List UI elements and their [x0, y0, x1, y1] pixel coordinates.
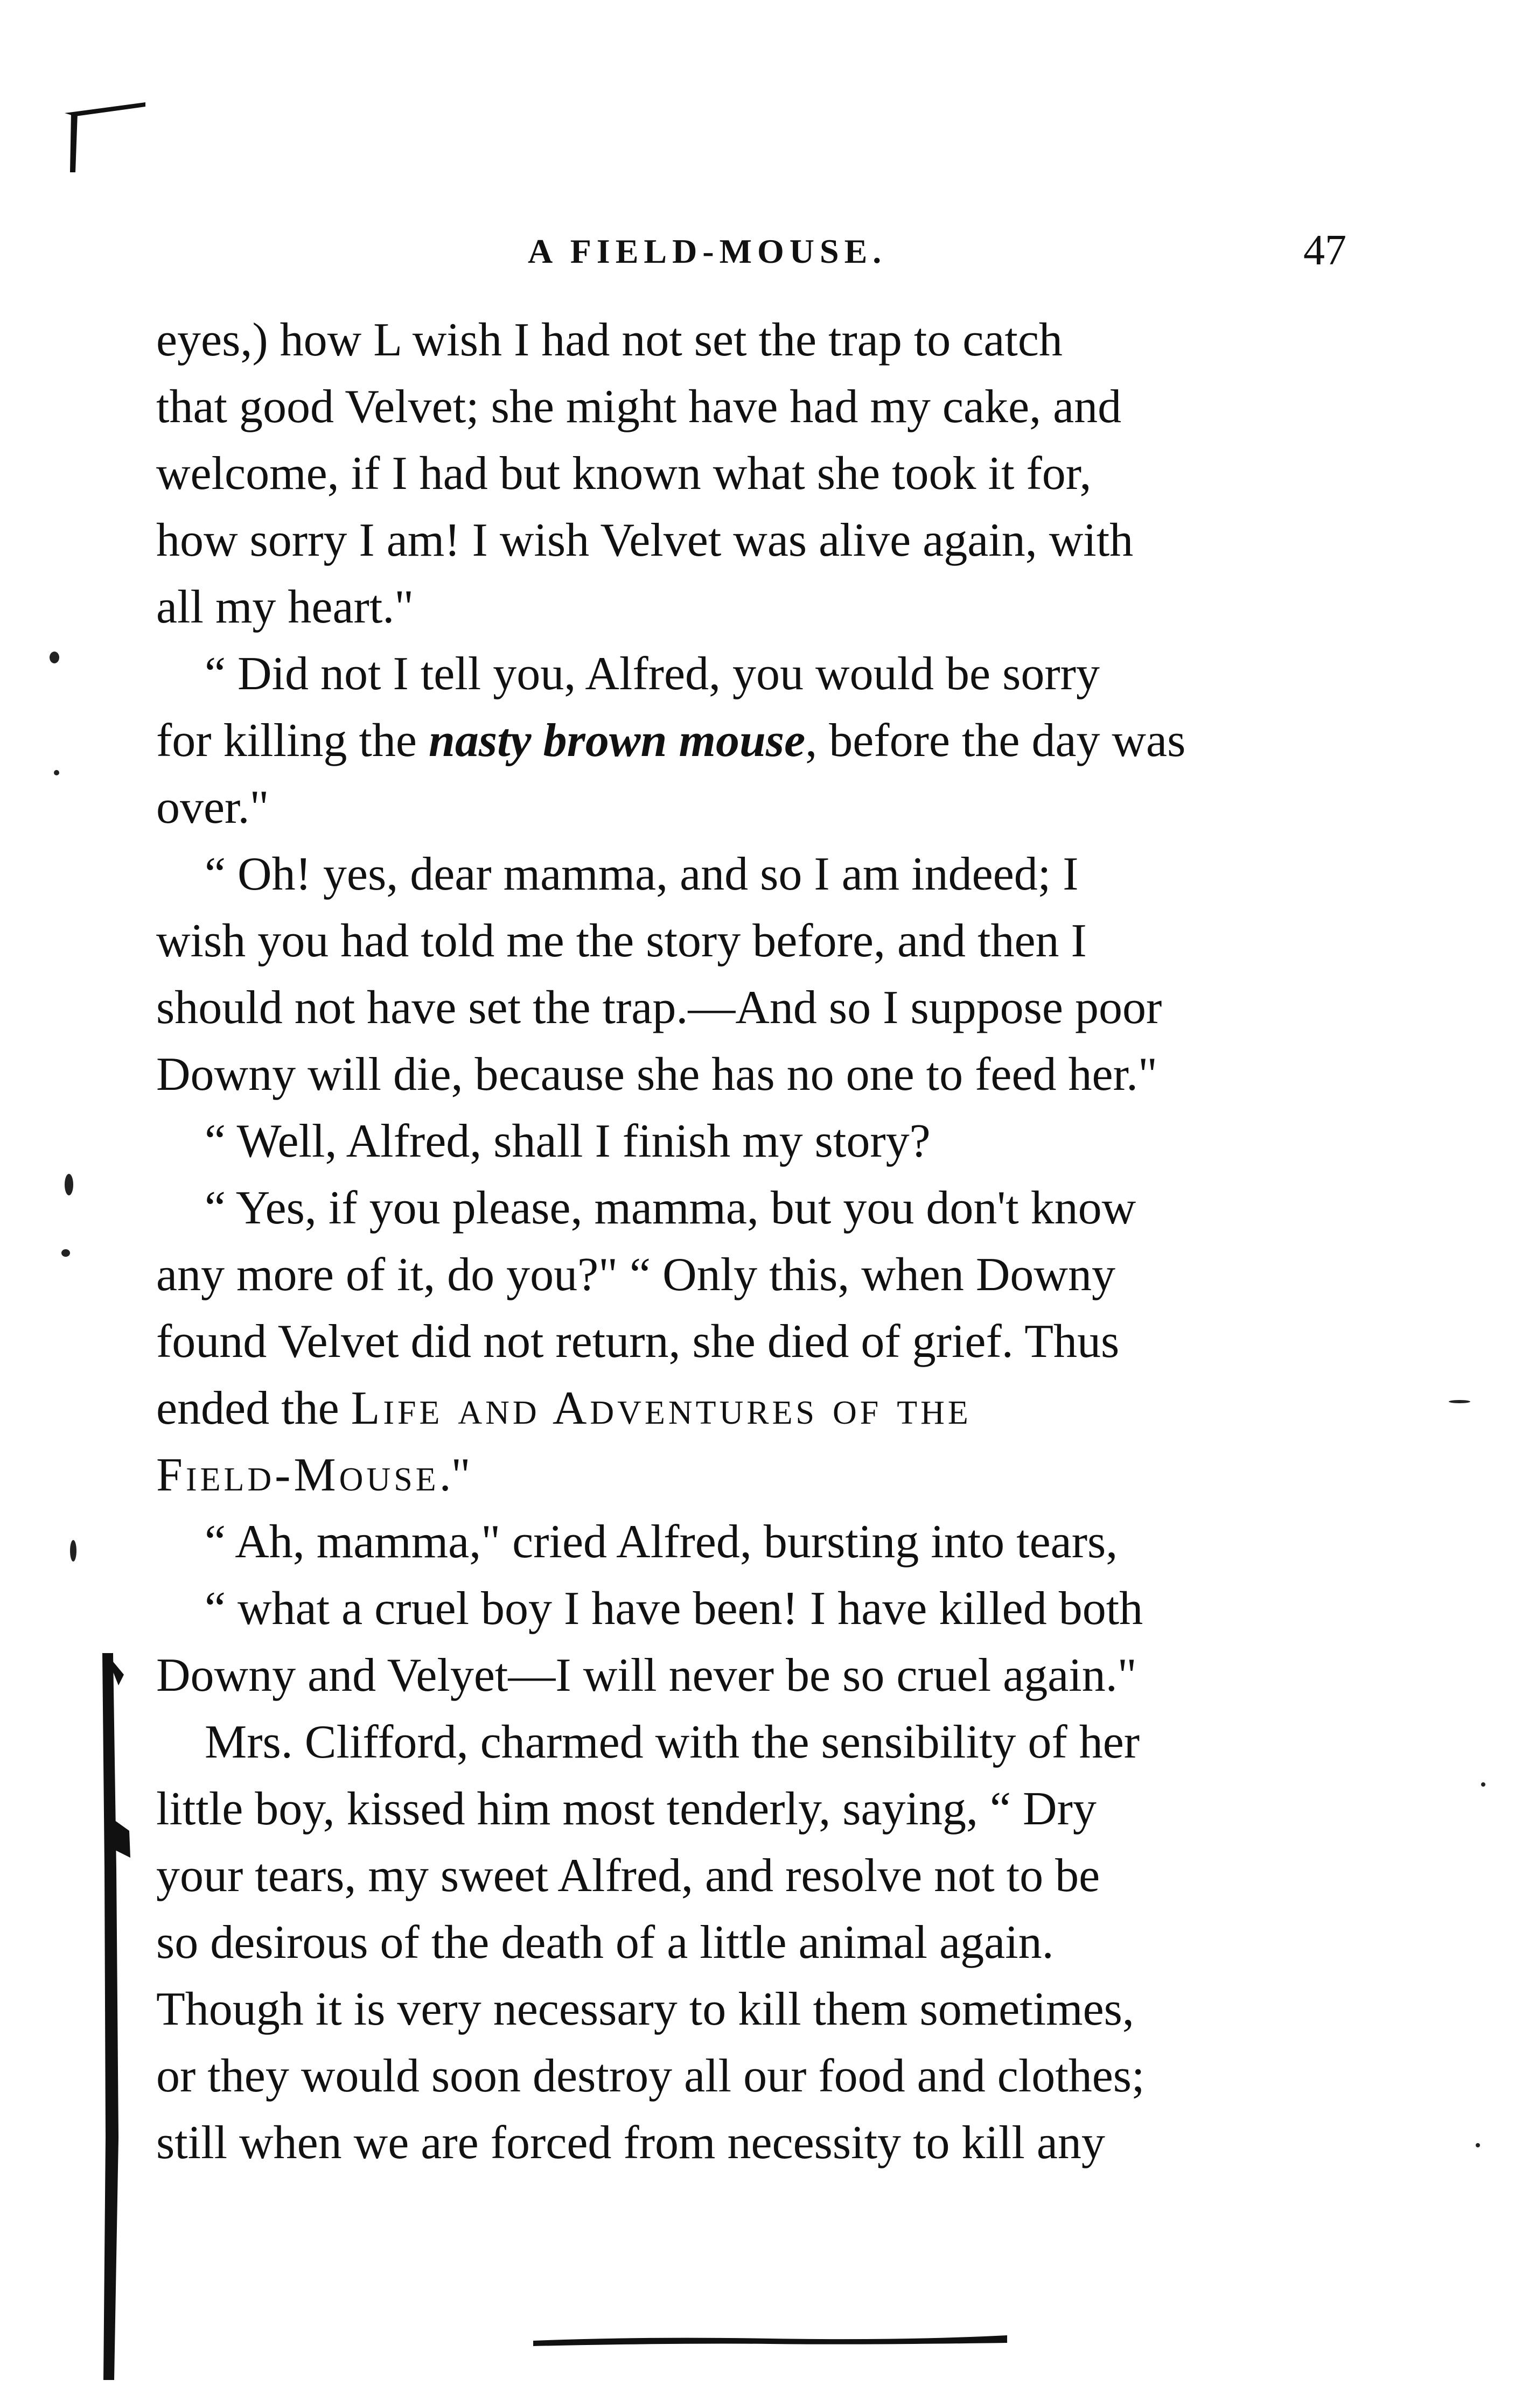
italic-phrase: nasty brown mouse [428, 715, 806, 767]
text-line-9: “ Oh! yes, dear mamma, and so I am indeed; I [205, 848, 1079, 900]
small-caps-title-2: Field-Mouse [156, 1449, 439, 1501]
speck [65, 1174, 73, 1195]
speck [1476, 2143, 1480, 2147]
speck [50, 652, 59, 663]
binding-shadow [81, 1653, 145, 2380]
text-line-11: should not have set the trap.—And so I suppose poor [156, 982, 1162, 1034]
text-line-2: that good Velvet; she might have had my cake, and [156, 381, 1122, 433]
text-line-27: or they would soon destroy all our food and clothes; [156, 2050, 1145, 2102]
bottom-rule [533, 2329, 1007, 2350]
text-line-8: over." [156, 781, 269, 834]
text-line-12: Downy will die, because she has no one to feed her." [156, 1048, 1157, 1101]
text-line-24: your tears, my sweet Alfred, and resolve not to be [156, 1850, 1100, 1902]
text-line-15: any more of it, do you?" “ Only this, when Downy [156, 1249, 1115, 1301]
text-line-4: how sorry I am! I wish Velvet was alive again, with [156, 514, 1134, 566]
text-line-13: “ Well, Alfred, shall I finish my story? [205, 1115, 931, 1167]
text-line-25: so desirous of the death of a little animal again. [156, 1916, 1054, 1969]
text-line-3: welcome, if I had but known what she took it for, [156, 447, 1092, 500]
corner-mark-icon [59, 97, 151, 172]
text-line-21: Downy and Velyet—I will never be so cruel again." [156, 1649, 1137, 1702]
text-line-1: eyes,) how L wish I had not set the trap to catch [156, 314, 1063, 366]
text-line-23: little boy, kissed him most tenderly, saying, “ Dry [156, 1783, 1097, 1835]
text-line-20: “ what a cruel boy I have been! I have killed both [205, 1583, 1143, 1635]
text-line-18: Field-Mouse." [156, 1449, 471, 1501]
speck [1449, 1400, 1470, 1403]
text-line-6: “ Did not I tell you, Alfred, you would be sorry [205, 648, 1100, 700]
text-line-22: Mrs. Clifford, charmed with the sensibility of her [205, 1716, 1140, 1768]
speck [1481, 1782, 1485, 1787]
running-head [162, 227, 1346, 291]
page-number: 47 [1303, 227, 1346, 274]
small-caps-title: Life and Adventures of the [351, 1382, 972, 1434]
text-line-10: wish you had told me the story before, and then I [156, 915, 1087, 967]
text-line-7: for killing the nasty brown mouse, before the day was [156, 715, 1186, 767]
text-line-19: “ Ah, mamma," cried Alfred, bursting into tears, [205, 1516, 1118, 1568]
text-line-17: ended the Life and Adventures of the [156, 1382, 972, 1434]
speck [54, 770, 59, 775]
text-line-26: Though it is very necessary to kill them sometimes, [156, 1983, 1134, 2035]
running-title: A FIELD-MOUSE. [528, 232, 887, 270]
speck [61, 1249, 70, 1257]
text-line-28: still when we are forced from necessity to kill any [156, 2117, 1105, 2169]
speck [70, 1540, 76, 1562]
text-line-14: “ Yes, if you please, mamma, but you don't know [205, 1182, 1136, 1234]
text-line-5: all my heart." [156, 581, 414, 633]
text-line-16: found Velvet did not return, she died of grief. Thus [156, 1315, 1120, 1368]
